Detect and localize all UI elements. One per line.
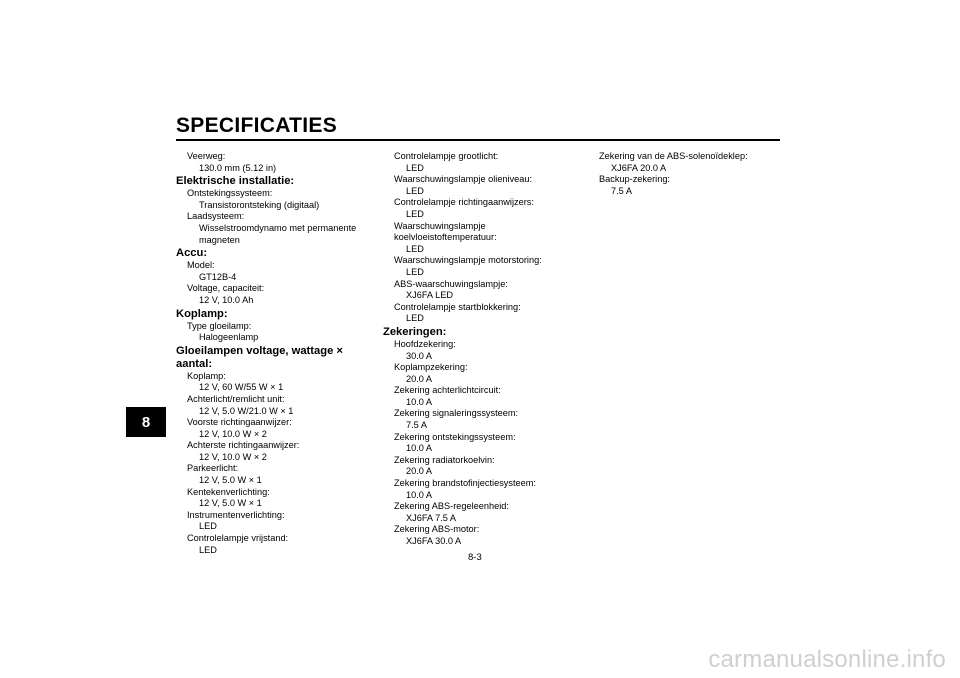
spec-value: 12 V, 10.0 W × 2 [199,451,267,462]
spec-label: Waarschuwingslampje olieniveau: [394,174,533,185]
spec-value: 30.0 A [406,350,433,361]
spec-value: XJ6FA LED [406,290,453,301]
spec-value: 12 V, 5.0 W × 1 [199,475,262,486]
spec-label: koelvloeistoftemperatuur: [394,232,497,243]
spec-label: Koplamp: [187,370,226,381]
spec-value: 7.5 A [611,185,632,196]
spec-label: Type gloeilamp: [187,320,252,331]
spec-value: XJ6FA 7.5 A [406,512,457,523]
section-heading: Accu: [176,247,208,260]
spec-label: Instrumentenverlichting: [187,509,285,520]
spec-value: LED [199,544,217,555]
spec-value: 10.0 A [406,396,433,407]
spec-label: Zekering achterlichtcircuit: [394,385,501,396]
spec-value: 12 V, 10.0 Ah [199,294,254,305]
spec-label: Parkeerlicht: [187,463,239,474]
section-heading: Zekeringen: [383,325,447,338]
spec-value: XJ6FA 20.0 A [611,162,667,173]
page-title: SPECIFICATIES [176,114,338,137]
section-heading: Elektrische installatie: [176,175,295,188]
spec-label: Zekering radiatorkoelvin: [394,454,495,465]
spec-label: Voorste richtingaanwijzer: [187,417,292,428]
spec-label: Backup-zekering: [599,174,670,185]
spec-value: Wisselstroomdynamo met permanente [199,222,357,233]
spec-value: Halogeenlamp [199,332,259,343]
spec-value: 12 V, 10.0 W × 2 [199,428,267,439]
spec-label: Ontstekingssysteem: [187,188,273,199]
spec-value: LED [406,162,424,173]
spec-label: Achterlicht/remlicht unit: [187,393,285,404]
spec-column-3 [588,151,778,197]
spec-label: Voltage, capaciteit: [187,283,265,294]
watermark: carmanualsonline.info [708,646,946,673]
spec-label: Waarschuwingslampje motorstoring: [394,255,542,266]
spec-column-1 [176,151,376,556]
spec-column-2 [383,151,583,548]
page-number: 8-3 [468,552,482,563]
spec-value: LED [406,313,424,324]
spec-value: 10.0 A [406,489,433,500]
spec-value: 20.0 A [406,466,433,477]
spec-value: 7.5 A [406,420,427,431]
spec-label: Controlelampje startblokkering: [394,301,521,312]
spec-label: Model: [187,260,215,271]
spec-label: Controlelampje vrijstand: [187,533,289,544]
spec-label: Zekering brandstofinjectiesysteem: [394,478,536,489]
spec-value: LED [406,266,424,277]
spec-value: 20.0 A [406,373,433,384]
spec-label: Achterste richtingaanwijzer: [187,440,300,451]
spec-label: Zekering van de ABS-solenoïdeklep: [599,151,748,161]
spec-value: 12 V, 60 W/55 W × 1 [199,382,284,393]
chapter-tab[interactable]: 8 [126,407,166,437]
spec-value: magneten [199,234,240,245]
section-heading: Koplamp: [176,307,228,320]
spec-value: 130.0 mm (5.12 in) [199,162,277,173]
spec-label: Zekering signaleringssysteem: [394,408,519,419]
spec-value: XJ6FA 30.0 A [406,536,462,546]
spec-label: Waarschuwingslampje [394,220,486,231]
spec-value: 12 V, 5.0 W/21.0 W × 1 [199,405,294,416]
spec-label: Veerweg: [187,151,226,161]
spec-label: Hoofdzekering: [394,338,456,349]
spec-value: LED [406,243,424,254]
spec-label: Zekering ABS-motor: [394,524,480,535]
spec-value: LED [406,208,424,219]
spec-value: Transistorontsteking (digitaal) [199,199,320,210]
spec-value: LED [406,185,424,196]
spec-label: Kentekenverlichting: [187,486,270,497]
spec-value: 10.0 A [406,443,433,454]
spec-value: GT12B-4 [199,271,237,282]
spec-label: ABS-waarschuwingslampje: [394,278,508,289]
spec-label: Zekering ontstekingssysteem: [394,431,516,442]
spec-label: Koplampzekering: [394,362,468,373]
spec-value: 12 V, 5.0 W × 1 [199,498,262,509]
spec-label: Zekering ABS-regeleenheid: [394,501,509,512]
spec-value: LED [199,521,217,532]
title-divider [176,139,780,141]
spec-label: Controlelampje grootlicht: [394,151,499,161]
section-heading: Gloeilampen voltage, wattage × aantal: [176,344,343,370]
spec-label: Laadsysteem: [187,211,245,222]
spec-label: Controlelampje richtingaanwijzers: [394,197,534,208]
